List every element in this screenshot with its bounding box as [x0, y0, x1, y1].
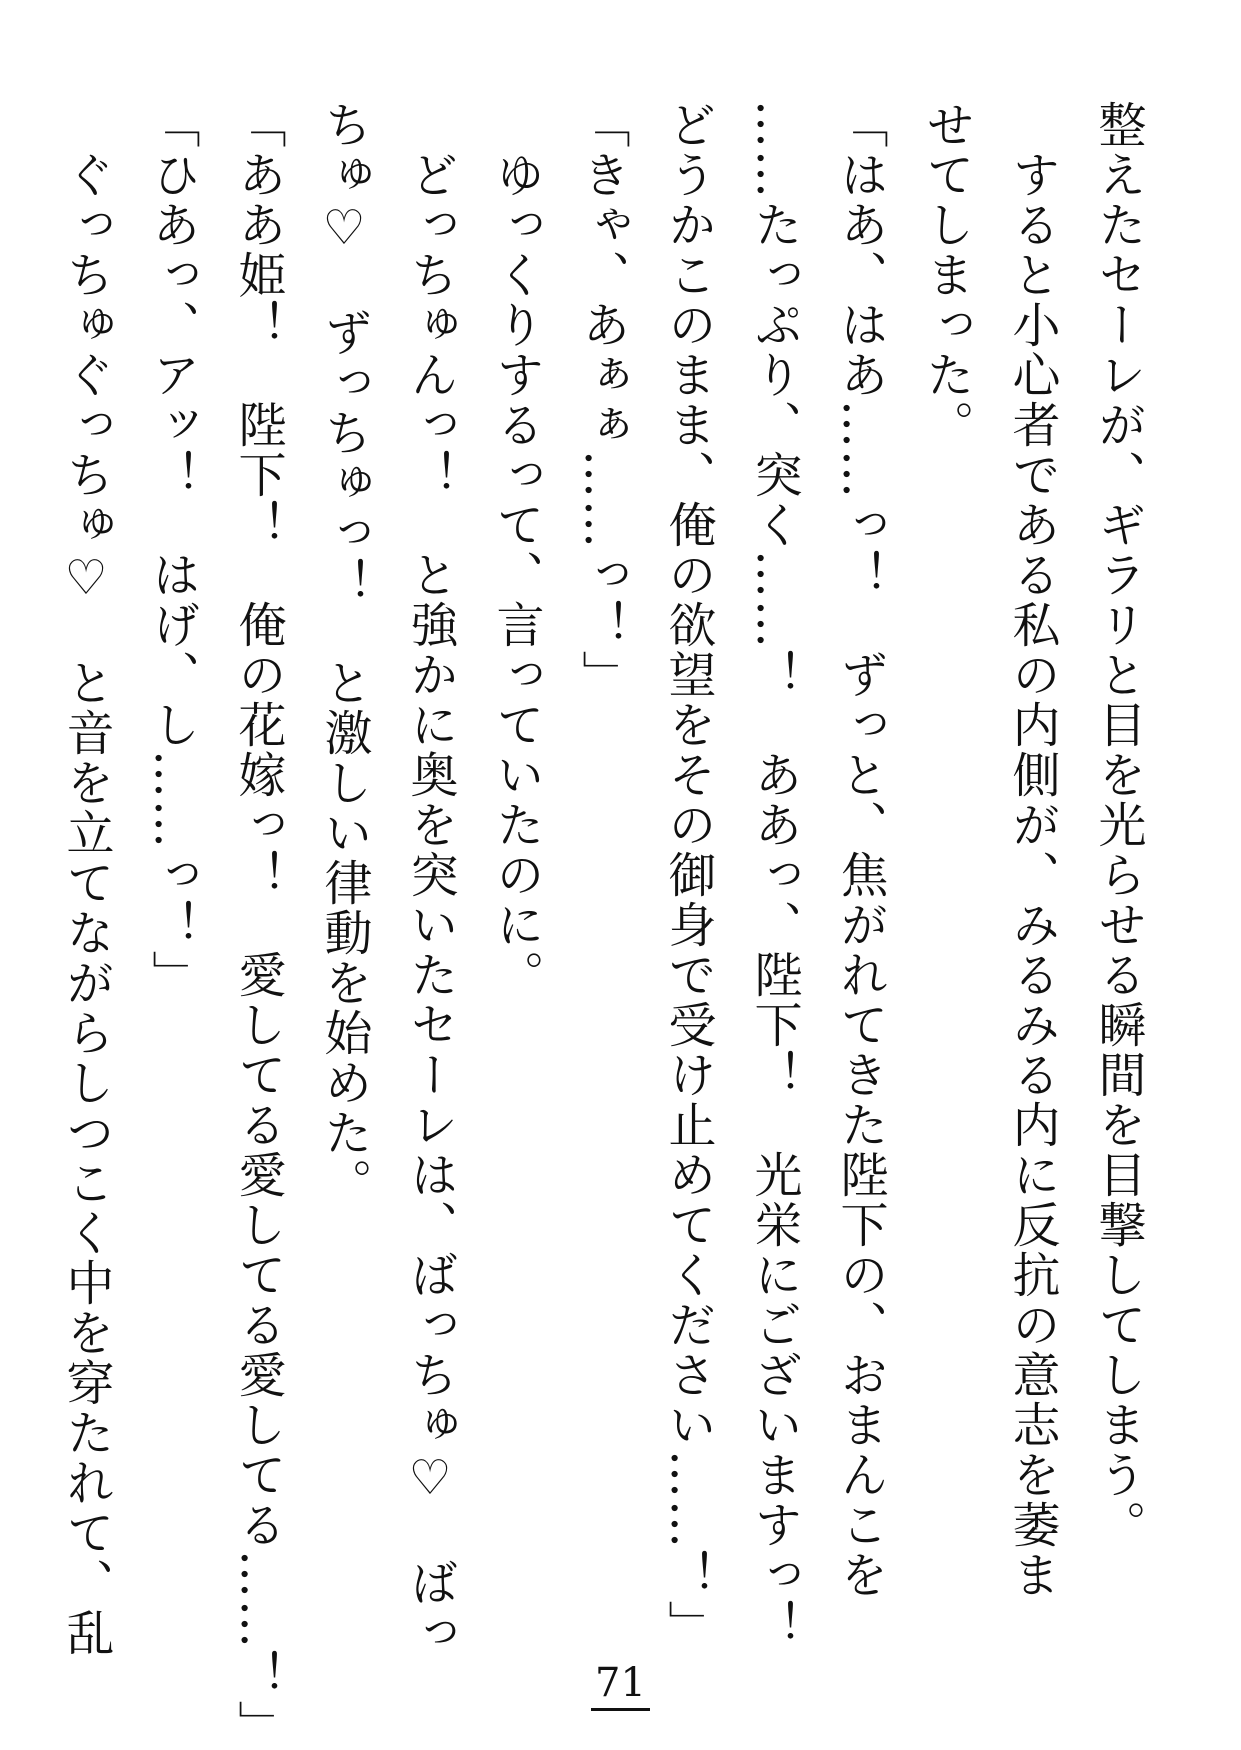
page-number-container — [0, 1660, 1241, 1711]
text-line: どうかこのまま、俺の欲望をその御身で受け止めてください……！」 — [660, 100, 716, 1650]
text-line: すると小心者である私の内側が、みるみる内に反抗の意志を萎ま — [1004, 100, 1060, 1600]
text-line: 整えたセーレが、ギラリと目を光らせる瞬間を目撃してしまう。 — [1090, 100, 1146, 1550]
text-line: せてしまった。 — [918, 100, 974, 450]
page-number: 71 — [591, 1660, 650, 1711]
text-line: 「はあ、はあ……っ！ ずっと、焦がれてきた陛下の、おまんこを — [832, 100, 888, 1600]
text-line: どっちゅんっ！ と強かに奥を突いたセーレは、ばっちゅ♡ ばっ — [402, 100, 458, 1658]
text-line: ぐっちゅぐっちゅ♡ と音を立てながらしつこく中を穿たれて、乱 — [58, 100, 114, 1658]
text-line: ちゅ♡ ずっちゅっ！ と激しい律動を始めた。 — [316, 100, 372, 1208]
text-line: 「きゃ、あぁぁ……っ！」 — [574, 100, 630, 700]
text-line: 「ああ姫！ 陛下！ 俺の花嫁っ！ 愛してる愛してる愛してる……！」 — [230, 100, 286, 1750]
text-line: 「ひあっ、アッ！ はげ、し……っ！」 — [144, 100, 200, 1000]
text-line: ゆっくりするって、言っていたのに。 — [488, 100, 544, 1000]
text-line: ……たっぷり、突く……！ ああっ、陛下！ 光栄にございますっ！ — [746, 100, 802, 1650]
